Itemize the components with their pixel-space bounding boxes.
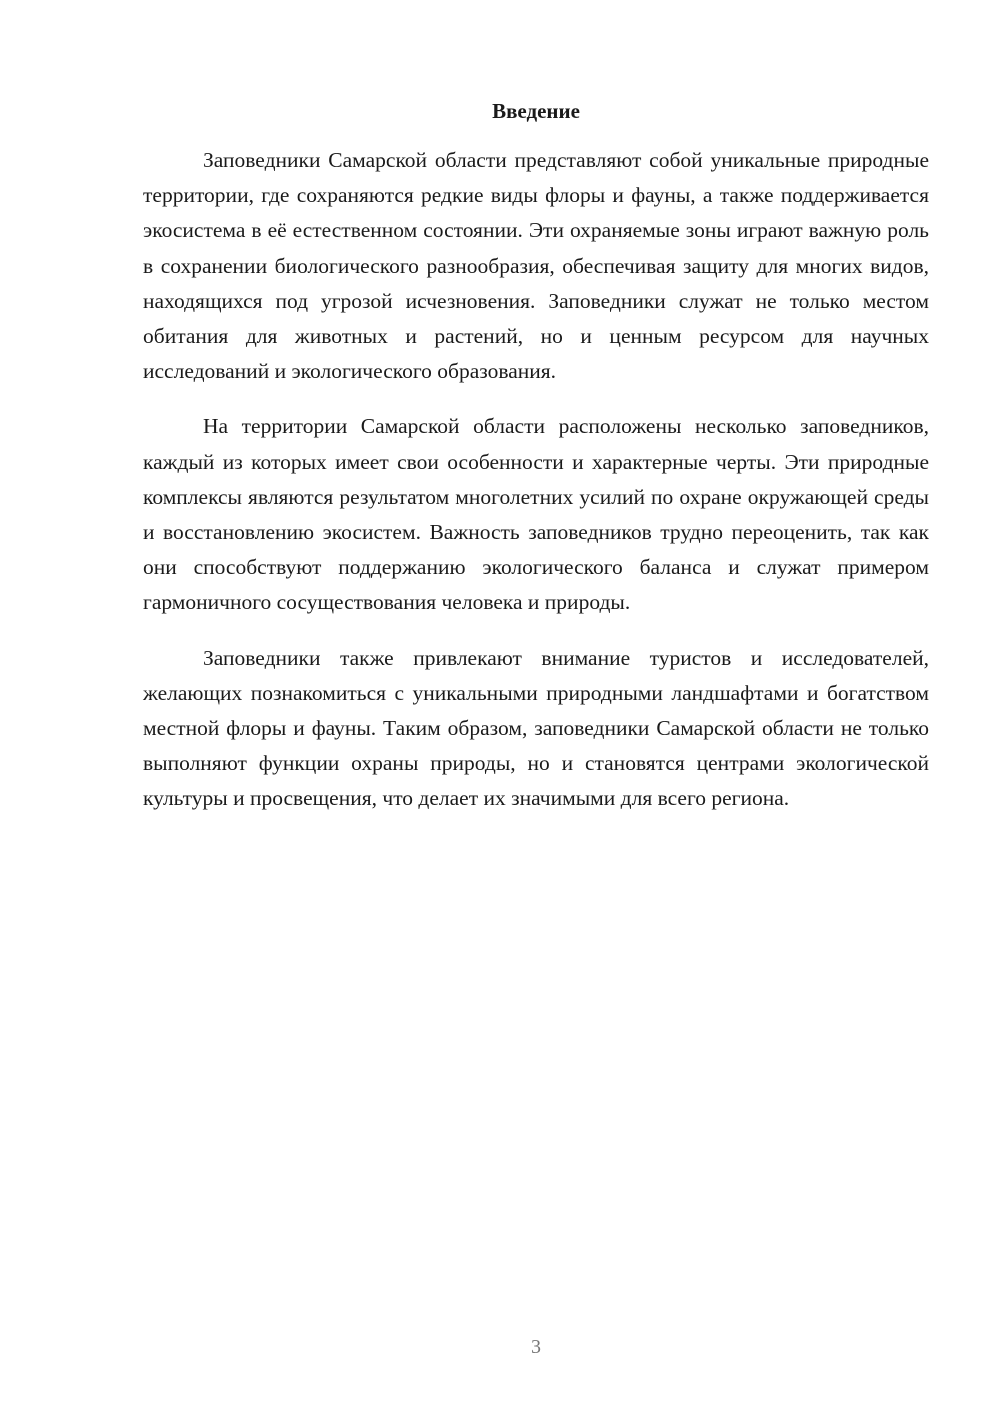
section-heading: Введение <box>492 99 580 123</box>
body-text <box>143 143 929 837</box>
paragraph-2: На территории Самарской области расположены несколько заповедников, каждый из которых имеет свои особенности и характерные черты. Эти природные комплексы являются результатом многолетних усилий по охране окружающей среды и восстановлению экосистем. Важность заповедников трудно переоценить, так как они способствуют поддержанию экологического баланса и служат примером гармоничного сосуществования человека и природы. <box>143 414 929 615</box>
page-number: 3 <box>531 1336 541 1358</box>
paragraph-1: Заповедники Самарской области представляют собой уникальные природные территории, где сохраняются редкие виды флоры и фауны, а также поддерживается экосистема в её естественном состоянии. Эти охраняемые зоны играют важную роль в сохранении биологического разнообразия, обеспечивая защиту для многих видов, находящихся под угрозой исчезновения. Заповедники служат не только местом обитания для животных и растений, но и ценным ресурсом для научных исследований и экологического образования. <box>143 148 929 384</box>
paragraph-3: Заповедники также привлекают внимание туристов и исследователей, желающих познакомиться с уникальными природными ландшафтами и богатством местной флоры и фауны. Таким образом, заповедники Самарской области не только выполняют функции охраны природы, но и становятся центрами экологической культуры и просвещения, что делает их значимыми для всего региона. <box>143 645 929 811</box>
